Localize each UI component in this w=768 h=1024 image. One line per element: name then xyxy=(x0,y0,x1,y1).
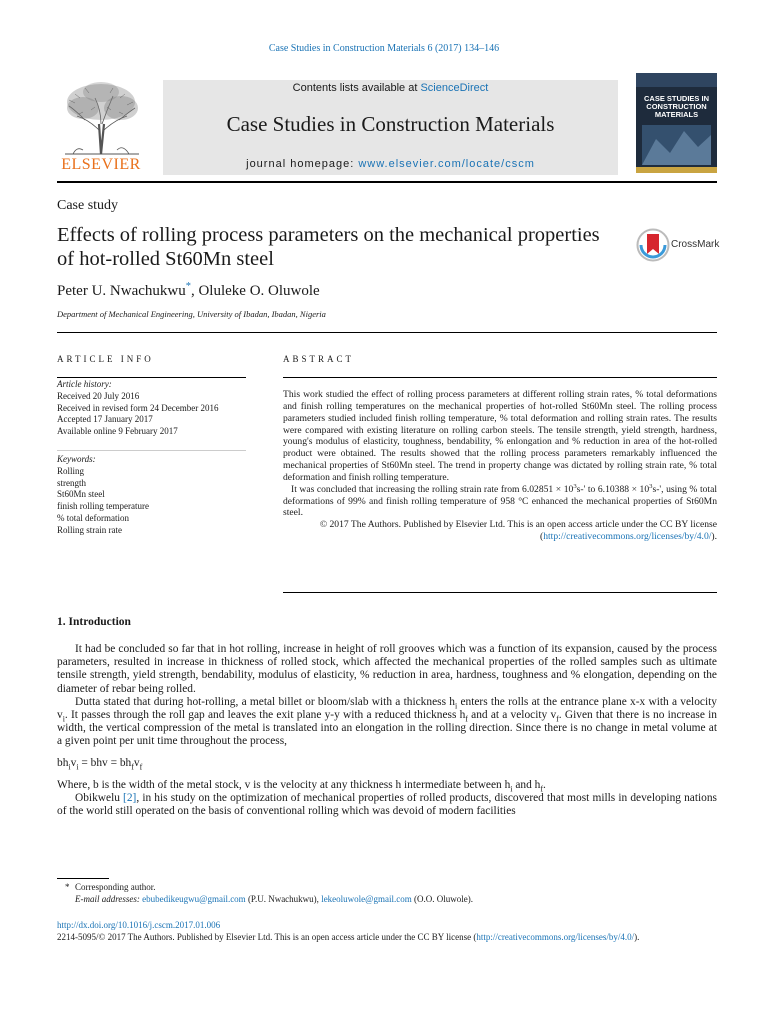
history-item: Accepted 17 January 2017 xyxy=(57,414,153,425)
text-run: , in his study on the optimization of mechanical properties of rolled products, discovered that most mills in developing nations of the world still operated on the basis of conventional rolling which was devoid of modern facilities xyxy=(57,792,717,818)
contents-prefix: Contents lists available at xyxy=(292,82,421,94)
issn-license-link[interactable]: http://creativecommons.org/licenses/by/4.0/ xyxy=(476,931,635,942)
superscript: 3 xyxy=(573,482,577,490)
paragraph: It had be concluded so far that in hot rolling, increase in height of roll grooves which was a function of its expansion, caused by the process parameters, resulted in increase in thickness of rolled stock, which affected the mechanical properties of the rolled samples such as ultimate tensile strength, yield strength, bendability, modulus of elasticity, % reduction in area, hardness, toughness and % elongation, depending on the diameter of rebar being rolled. xyxy=(57,643,717,695)
keyword: Rolling xyxy=(57,465,85,476)
abstract-heading: ABSTRACT xyxy=(283,354,355,364)
email-owner: (O.O. Oluwole). xyxy=(411,893,473,904)
eq-run: v xyxy=(133,756,140,769)
corresponding-author-mark[interactable]: * xyxy=(185,281,191,292)
cover-title: CASE STUDIES IN CONSTRUCTION MATERIALS xyxy=(643,94,709,119)
keyword: St60Mn steel xyxy=(57,489,105,500)
author-separator: , xyxy=(190,283,199,299)
subscript: f xyxy=(556,714,559,724)
text-run: enters the rolls at the entrance plane x-x with a velocity v xyxy=(57,695,718,722)
license-end: ). xyxy=(711,531,717,543)
section-rule xyxy=(57,332,717,333)
text-run: . Given that there is no increase in width, the vertical compression of the metal is translated into an elongation in the rolling direction. Since there is no change in metal volume at a given point per unit time throughout the process, xyxy=(57,709,717,748)
history-item: Available online 9 February 2017 xyxy=(57,426,178,437)
superscript: 3 xyxy=(649,482,653,490)
email-footnote xyxy=(57,894,717,906)
header-rule xyxy=(57,181,717,183)
abstract-rule xyxy=(283,377,717,378)
text-run: Dutta stated that during hot-rolling, a metal billet or bloom/slab with a thickness h xyxy=(75,695,455,708)
footnotes xyxy=(57,882,717,905)
homepage-prefix: journal homepage: xyxy=(246,158,359,170)
subscript: f xyxy=(139,761,143,771)
abstract-paragraph: This work studied the effect of rolling process parameters at different rolling strain rates, % total deformations and finish rolling temperatures on the mechanical properties of hot-rolled St60Mn steel. The rolling process parameters studied included finish rolling temperature, % total deformation and rolling strain rates. The results were compared with existing literature on rolling carbon steels. The tensile strength, yield strength, hardness, young's modulus of elasticity, toughness, bendability, % enlongation and % reduction in area of the hot-rolled product were obtained. The results showed that the rolling process parameters remarkably influenced the mechanical properties of St60Mn steel. The trend in property change was dictated by rolling strain rate, % total deformation and finish rolling temperature. xyxy=(283,389,717,483)
paragraph xyxy=(57,696,717,749)
body-text xyxy=(57,643,717,818)
contents-line xyxy=(163,82,618,94)
abstract-text-run: It was concluded that increasing the rolling strain rate from 6.02851 × 10 xyxy=(291,483,574,495)
section-heading: 1. Introduction xyxy=(57,616,131,628)
footnote-mark: * xyxy=(65,882,70,892)
abstract-bottom-rule xyxy=(283,592,717,593)
eq-run: = bhv = bh xyxy=(78,756,132,769)
license-link[interactable]: http://creativecommons.org/licenses/by/4.0/ xyxy=(543,531,712,543)
keywords xyxy=(57,454,257,537)
keywords-label: Keywords: xyxy=(57,454,96,464)
subscript: i xyxy=(76,761,79,771)
license-text: © 2017 The Authors. Published by Elsevier Ltd. This is an open access article under the CC BY license ( xyxy=(319,519,717,543)
paragraph xyxy=(57,779,717,792)
abstract-paragraph-2 xyxy=(283,484,717,520)
issn-line xyxy=(57,932,719,944)
author-2: Oluleke O. Oluwole xyxy=(198,283,320,299)
elsevier-wordmark: ELSEVIER xyxy=(61,156,141,173)
subscript: i xyxy=(68,761,71,771)
text-run: . xyxy=(543,778,546,791)
subscript: i xyxy=(454,701,458,711)
article-info-heading: ARTICLE INFO xyxy=(57,354,154,364)
sciencedirect-link[interactable]: ScienceDirect xyxy=(420,82,489,94)
email-label: E-mail addresses: xyxy=(75,893,143,904)
keyword: finish rolling temperature xyxy=(57,501,149,512)
doi-block xyxy=(57,920,719,943)
license-statement xyxy=(283,519,717,543)
abstract-text-run: s-', using % total deformations of 99% and finish rolling temperature of 958 °C enhanced the mechanical properties of St60Mn steel. xyxy=(283,483,718,519)
keywords-rule xyxy=(57,450,246,451)
article-info-rule xyxy=(57,377,246,378)
footnote-rule xyxy=(57,878,109,879)
text-run: Where, b is the width of the metal stock, v is the velocity at any thickness h intermediate between h xyxy=(57,778,511,791)
issn-text: 2214-5095/© 2017 The Authors. Published by Elsevier Ltd. This is an open access article under the CC BY license ( xyxy=(57,931,477,942)
email-owner: (P.U. Nwachukwu), xyxy=(245,893,322,904)
text-run: and h xyxy=(512,778,541,791)
keyword: % total deformation xyxy=(57,512,129,523)
email-link[interactable]: ebubedikeugwu@gmail.com xyxy=(142,893,246,904)
article-type: Case study xyxy=(57,198,119,213)
keyword: strength xyxy=(57,477,86,488)
text-run: . It passes through the roll gap and leaves the exit plane y-y with a reduced thickness h xyxy=(64,709,466,722)
text-run: and at a velocity v xyxy=(467,709,557,722)
abstract-text xyxy=(283,389,717,543)
email-link[interactable]: lekeoluwole@gmail.com xyxy=(321,893,412,904)
author-1: Peter U. Nwachukwu xyxy=(57,283,186,299)
journal-cover-image[interactable] xyxy=(636,73,717,173)
crossmark-label[interactable]: CrossMark xyxy=(671,239,720,250)
reference-link[interactable]: [2] xyxy=(123,792,137,805)
article-history xyxy=(57,379,257,438)
corresponding-footnote xyxy=(57,882,717,894)
subscript: i xyxy=(62,714,65,724)
history-item: Received 20 July 2016 xyxy=(57,390,140,401)
keyword: Rolling strain rate xyxy=(57,524,122,535)
footnote-text: Corresponding author. xyxy=(75,882,156,892)
paragraph xyxy=(57,792,717,818)
subscript: i xyxy=(510,784,513,794)
journal-title: Case Studies in Construction Materials xyxy=(226,112,555,136)
homepage-link[interactable]: www.elsevier.com/locate/cscm xyxy=(358,158,535,170)
doi-link[interactable]: http://dx.doi.org/10.1016/j.cscm.2017.01.006 xyxy=(57,920,221,930)
homepage-line xyxy=(163,158,618,170)
issn-end: ). xyxy=(634,931,640,942)
running-header[interactable]: Case Studies in Construction Materials 6 (2017) 134–146 xyxy=(268,43,500,54)
subscript: f xyxy=(540,784,543,794)
authors xyxy=(57,283,320,300)
text-run: Obikwelu xyxy=(75,792,124,805)
affiliation: Department of Mechanical Engineering, University of Ibadan, Ibadan, Nigeria xyxy=(57,309,326,319)
eq-run: v xyxy=(70,756,77,769)
history-item: Received in revised form 24 December 2016 xyxy=(57,402,219,413)
subscript: f xyxy=(131,761,134,771)
history-label: Article history: xyxy=(57,379,112,389)
article-title: Effects of rolling process parameters on the mechanical properties of hot-rolled St60Mn steel xyxy=(57,224,600,270)
crossmark-icon xyxy=(636,228,670,262)
abstract-text-run: s-' to 6.10388 × 10 xyxy=(576,483,650,495)
eq-run: bh xyxy=(57,756,69,769)
equation xyxy=(57,757,717,770)
subscript: f xyxy=(465,714,468,724)
